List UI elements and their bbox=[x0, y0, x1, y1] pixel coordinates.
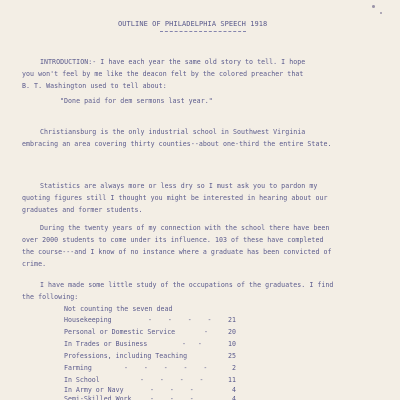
occupation-count: 10 bbox=[228, 340, 236, 348]
paragraph-5-line-2: the following: bbox=[22, 293, 79, 301]
occupation-label: In Army or Navy bbox=[64, 386, 124, 394]
paragraph-2-line-2: embracing an area covering thirty counties--about one-third the entire State. bbox=[22, 140, 332, 148]
paragraph-5-line-1: I have made some little study of the occupations of the graduates. I find bbox=[40, 281, 334, 289]
occupation-count: 21 bbox=[228, 316, 236, 324]
occupation-count: 4 bbox=[232, 386, 236, 394]
intro-line-1: INTRODUCTION:- I have each year the same old story to tell. I hope bbox=[40, 58, 306, 66]
occupation-label: Personal or Domestic Service bbox=[64, 328, 176, 336]
occupation-label: Professions, including Teaching bbox=[64, 352, 188, 360]
occupation-label: Housekeeping bbox=[64, 316, 112, 324]
paper-speck bbox=[380, 12, 382, 14]
paragraph-2-line-1: Christiansburg is the only industrial school in Southwest Virginia bbox=[40, 128, 306, 136]
occupation-label: In School bbox=[64, 376, 100, 384]
title-underline bbox=[160, 31, 246, 32]
occupation-leader: - - bbox=[182, 340, 202, 348]
quote-line: "Done paid for dem sermons last year." bbox=[60, 97, 213, 105]
paragraph-4-line-4: crime. bbox=[22, 260, 47, 268]
occupation-leader: - bbox=[204, 328, 208, 336]
document-title: OUTLINE OF PHILADELPHIA SPEECH 1918 bbox=[118, 20, 268, 28]
paragraph-3-line-1: Statistics are always more or less dry so I must ask you to pardon my bbox=[40, 182, 318, 190]
occupation-leader: - - - bbox=[150, 395, 194, 400]
occupation-label: Semi-Skilled Work bbox=[64, 395, 132, 400]
intro-line-2: you won't feel by me like the deacon felt by the colored preacher that bbox=[22, 70, 304, 78]
occupation-leader: - - - - bbox=[148, 316, 212, 324]
occupation-count: 4 bbox=[232, 395, 236, 400]
paper-speck bbox=[372, 5, 375, 8]
occupations-heading: Not counting the seven dead bbox=[64, 305, 173, 313]
paragraph-3-line-2: quoting figures still I thought you might be interested in hearing about our bbox=[22, 194, 328, 202]
occupation-label: In Trades or Business bbox=[64, 340, 148, 348]
paragraph-4-line-1: During the twenty years of my connection with the school there have been bbox=[40, 224, 330, 232]
occupation-label: Farming bbox=[64, 364, 92, 372]
occupation-leader: - - - bbox=[150, 386, 194, 394]
occupation-leader: - - - - bbox=[140, 376, 204, 384]
paragraph-4-line-3: the course---and I know of no instance where a graduate has been convicted of bbox=[22, 248, 332, 256]
occupation-count: 20 bbox=[228, 328, 236, 336]
paragraph-3-line-3: graduates and former students. bbox=[22, 206, 143, 214]
occupation-count: 11 bbox=[228, 376, 236, 384]
occupation-count: 2 bbox=[232, 364, 236, 372]
occupation-count: 25 bbox=[228, 352, 236, 360]
paragraph-4-line-2: over 2000 students to come under its influence. 103 of these have completed bbox=[22, 236, 324, 244]
intro-line-3: B. T. Washington used to tell about: bbox=[22, 82, 167, 90]
occupation-leader: - - - - - bbox=[124, 364, 208, 372]
